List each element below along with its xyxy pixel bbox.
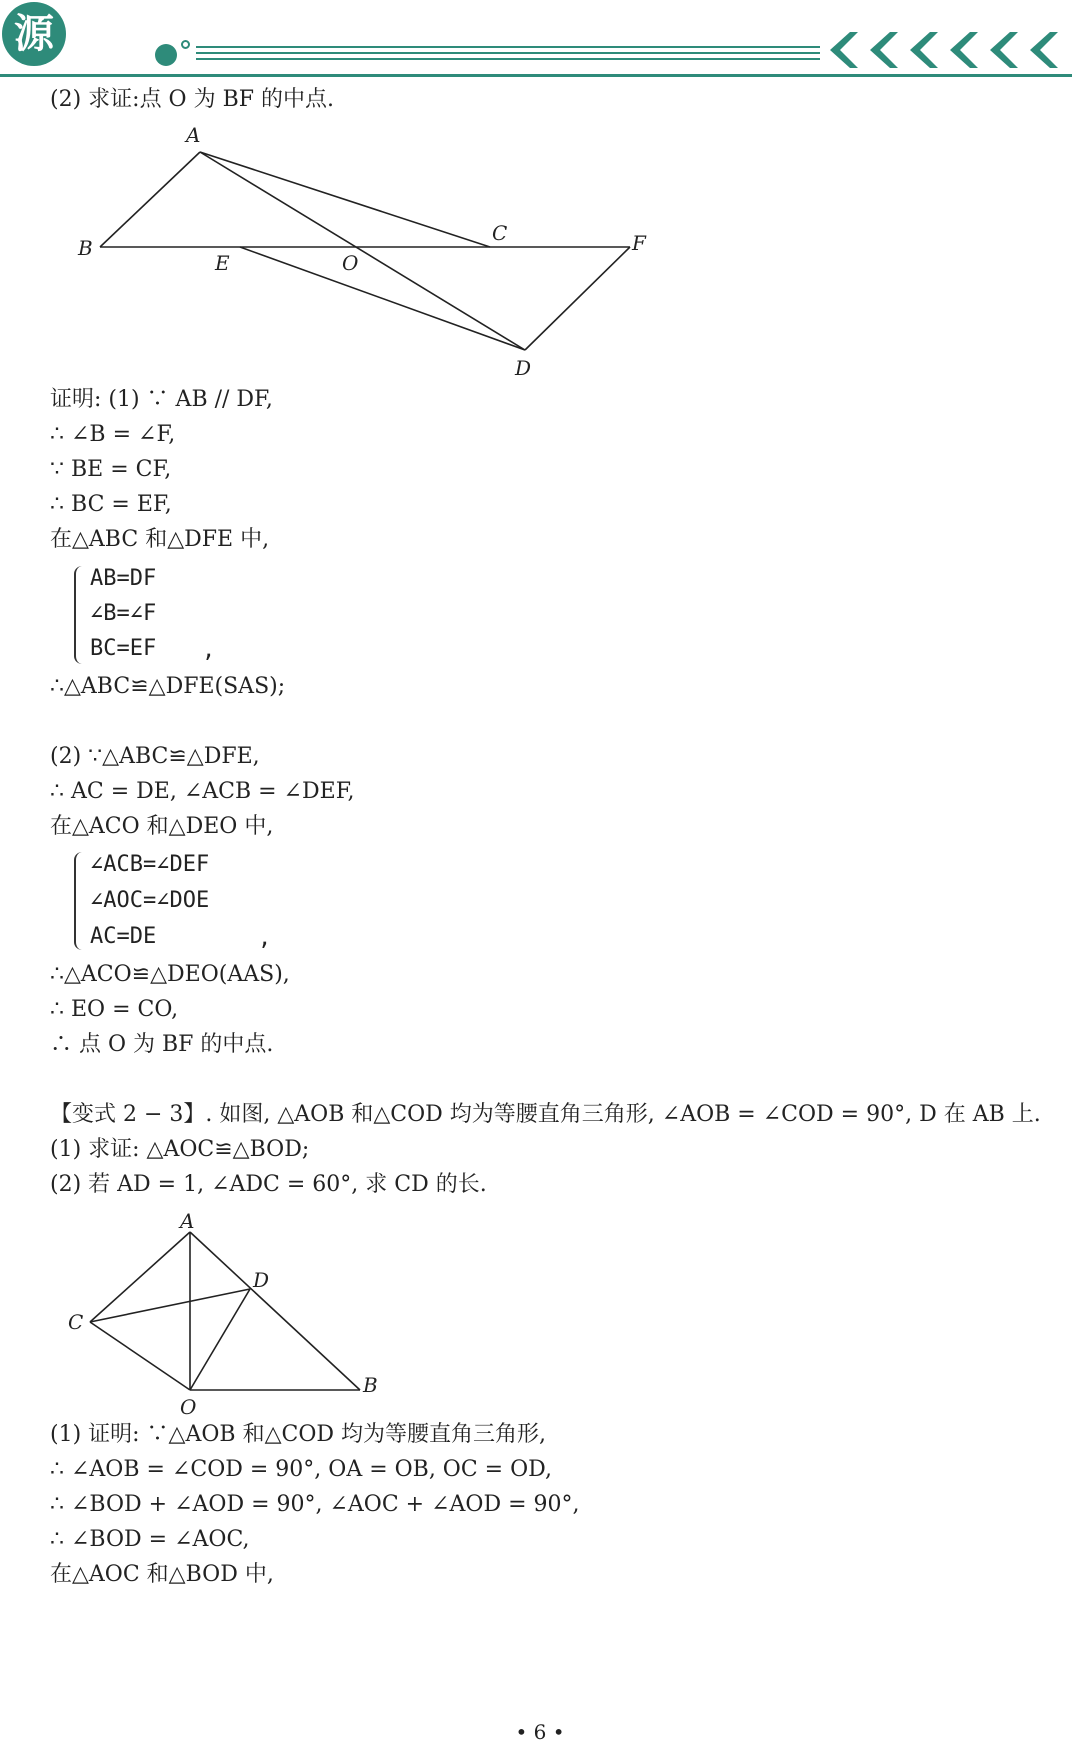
system-comma: ,: [258, 926, 272, 951]
label-F: F: [632, 231, 646, 255]
proof-line: ∴ BC = EF,: [50, 492, 172, 517]
page-number: • 6 •: [515, 1720, 565, 1744]
header-rule: [196, 46, 820, 48]
header-rule: [196, 52, 820, 54]
system-line: AB=DF: [90, 566, 157, 591]
label-D: D: [515, 356, 532, 380]
label-A: A: [186, 123, 201, 147]
proof-line: ∴ 点 O 为 BF 的中点.: [50, 1032, 274, 1057]
proof-line: ∴ ∠B = ∠F,: [50, 422, 176, 447]
chevron-arrows-icon: [826, 32, 1076, 72]
proof-line: ∴ ∠BOD + ∠AOD = 90°, ∠AOC + ∠AOD = 90°,: [50, 1492, 580, 1517]
label-C: C: [492, 221, 508, 245]
system-line: ∠ACB=∠DEF: [90, 852, 210, 877]
label-D: D: [253, 1268, 270, 1292]
brace-symbol: [74, 852, 84, 950]
page-header: [0, 0, 1080, 86]
logo: [2, 2, 66, 66]
system-line: ∠AOC=∠DOE: [90, 888, 210, 913]
system-line: ∠B=∠F: [90, 601, 157, 626]
label-B: B: [363, 1373, 378, 1397]
variant-part1: (1) 求证: △AOC≌△BOD;: [50, 1137, 310, 1162]
proof-line: ∴ EO = CO,: [50, 997, 179, 1022]
system-line: AC=DE: [90, 924, 157, 949]
proof-conclusion: ∴△ABC≌△DFE(SAS);: [50, 674, 286, 699]
label-O: O: [342, 251, 359, 275]
system-line: BC=EF: [90, 636, 157, 661]
figure-triangles: [60, 1212, 390, 1417]
header-ring-icon: [181, 40, 190, 49]
proof-line: ∴ ∠AOB = ∠COD = 90°, OA = OB, OC = OD,: [50, 1457, 552, 1482]
label-B: B: [78, 236, 93, 260]
header-rule: [196, 58, 820, 60]
proof-line: ∴ ∠BOD = ∠AOC,: [50, 1527, 250, 1552]
header-dot-icon: [155, 44, 177, 66]
brace-symbol: [74, 566, 84, 664]
proof-line: ∵ BE = CF,: [50, 457, 172, 482]
proof-line: ∴ AC = DE, ∠ACB = ∠DEF,: [50, 779, 355, 804]
header-underline: [0, 74, 1072, 77]
label-C: C: [68, 1310, 84, 1334]
variant-part2: (2) 若 AD = 1, ∠ADC = 60°, 求 CD 的长.: [50, 1172, 487, 1197]
label-O: O: [180, 1395, 197, 1417]
proof-line: 在△AOC 和△BOD 中,: [50, 1562, 274, 1587]
system-comma: ,: [202, 638, 216, 663]
proof-line: (1) 证明: ∵△AOB 和△COD 均为等腰直角三角形,: [50, 1422, 546, 1447]
proof-line: (2) ∵△ABC≌△DFE,: [50, 744, 260, 769]
proof-line: 证明: (1) ∵ AB // DF,: [50, 387, 273, 412]
figure-parallelogram: [60, 120, 660, 380]
proof-line: 在△ABC 和△DFE 中,: [50, 527, 270, 552]
logo-char: 源: [14, 11, 54, 57]
equation-system: [72, 848, 312, 954]
equation-system: [72, 562, 272, 668]
variant-problem: 【变式 2 − 3】. 如图, △AOB 和△COD 均为等腰直角三角形, ∠AOB = ∠COD = 90°, D 在 AB 上.: [50, 1102, 1041, 1127]
problem-part2: (2) 求证:点 O 为 BF 的中点.: [50, 87, 335, 112]
proof-line: 在△ACO 和△DEO 中,: [50, 814, 274, 839]
proof-line: ∴△ACO≌△DEO(AAS),: [50, 962, 290, 987]
label-E: E: [215, 251, 230, 275]
label-A: A: [180, 1212, 195, 1233]
